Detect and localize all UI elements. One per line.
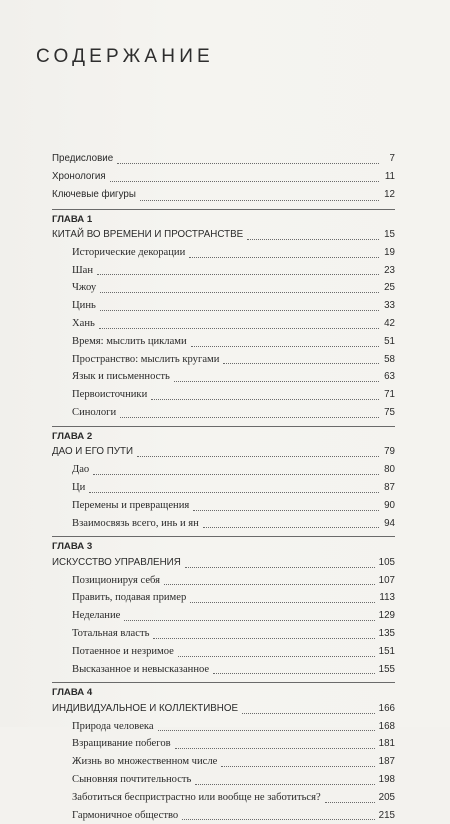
toc-entry-title: Исторические декорации	[72, 246, 186, 258]
toc-entry-title: ИНДИВИДУАЛЬНОЕ И КОЛЛЕКТИВНОЕ	[52, 702, 239, 714]
chapter-label: ГЛАВА 4	[52, 687, 93, 699]
dot-leader	[99, 327, 379, 329]
dot-leader	[110, 180, 379, 182]
toc-entry-title: Ци	[72, 481, 86, 493]
toc-subentry	[52, 479, 395, 497]
dot-leader	[140, 199, 379, 201]
dot-leader	[325, 801, 375, 803]
dot-leader	[158, 729, 375, 731]
toc-entry-title: Потаенное и незримое	[72, 645, 174, 657]
toc-entry-title: Хань	[72, 318, 95, 330]
toc-subentry	[52, 789, 395, 807]
toc-page-number: 79	[384, 446, 395, 458]
dot-leader	[247, 238, 379, 240]
chapter-title-row	[52, 554, 395, 572]
toc-page-number: 187	[378, 756, 395, 768]
toc-page-number: 51	[384, 335, 395, 347]
toc-subentry	[52, 279, 395, 297]
chapter-title-row	[52, 443, 395, 461]
toc-entry-title: КИТАЙ ВО ВРЕМЕНИ И ПРОСТРАНСТВЕ	[52, 229, 244, 241]
chapter-section	[52, 682, 395, 824]
toc-entry-title: Высказанное и невысказанное	[72, 663, 210, 675]
toc-page-number: 155	[378, 663, 395, 675]
toc-page-number: 33	[384, 300, 395, 312]
toc-entry-title: Перемены и превращения	[72, 499, 190, 511]
toc-page-number: 181	[378, 738, 395, 750]
table-of-contents	[52, 150, 395, 824]
toc-front-entry	[52, 186, 395, 204]
toc-entry-title: Синологи	[72, 407, 117, 419]
toc-entry-title: ДАО И ЕГО ПУТИ	[52, 446, 133, 458]
toc-page-number: 42	[384, 318, 395, 330]
dot-leader	[174, 380, 379, 382]
dot-leader	[213, 672, 375, 674]
chapter-title-row	[52, 226, 395, 244]
toc-page-number: 23	[384, 264, 395, 276]
dot-leader	[120, 416, 379, 418]
toc-subentry	[52, 368, 395, 386]
toc-page-number: 215	[378, 809, 395, 821]
toc-page-number: 168	[378, 720, 395, 732]
toc-entry-title: Неделание	[72, 610, 121, 622]
toc-page-number: 7	[389, 153, 395, 164]
toc-entry-title: Заботиться беспристрастно или вообще не заботиться?	[72, 791, 321, 803]
dot-leader	[185, 566, 375, 568]
toc-page-number: 151	[378, 645, 395, 657]
chapter-label: ГЛАВА 2	[52, 430, 93, 442]
toc-page-number: 11	[384, 171, 395, 183]
toc-page-number: 205	[378, 791, 395, 803]
dot-leader	[89, 491, 379, 493]
toc-subentry	[52, 297, 395, 315]
toc-subentry	[52, 515, 395, 533]
toc-entry-title: Дао	[72, 464, 90, 476]
toc-page-number: 58	[384, 353, 395, 365]
dot-leader	[178, 655, 375, 657]
chapter-title-row	[52, 700, 395, 718]
toc-entry-title: Предисловие	[52, 153, 114, 164]
dot-leader	[193, 509, 379, 511]
toc-entry-title: Гармоничное общество	[72, 809, 179, 821]
toc-entry-title: ИСКУССТВО УПРАВЛЕНИЯ	[52, 556, 181, 568]
dot-leader	[137, 455, 379, 457]
toc-page-number: 71	[384, 389, 395, 401]
toc-front-entry	[52, 150, 395, 168]
page-title: СОДЕРЖАНИЕ	[36, 46, 214, 67]
chapter-section	[52, 209, 395, 422]
toc-page-number: 135	[378, 628, 395, 639]
toc-subentry	[52, 807, 395, 824]
dot-leader	[182, 818, 374, 820]
toc-page-number: 75	[384, 407, 395, 419]
toc-entry-title: Шан	[72, 264, 94, 276]
toc-page-number: 15	[384, 229, 395, 241]
toc-subentry	[52, 753, 395, 771]
toc-page-number: 94	[384, 517, 395, 529]
dot-leader	[195, 783, 374, 785]
toc-page-number: 107	[378, 574, 395, 586]
dot-leader	[203, 526, 379, 528]
toc-page-number: 80	[384, 464, 395, 476]
toc-page-number: 25	[384, 282, 395, 294]
toc-entry-title: Природа человека	[72, 720, 154, 732]
dot-leader	[124, 619, 374, 621]
toc-page-number: 87	[384, 481, 395, 493]
toc-entry-title: Цинь	[72, 300, 96, 312]
toc-subentry	[52, 572, 395, 590]
toc-subentry	[52, 315, 395, 333]
toc-entry-title: Взращивание побегов	[72, 738, 171, 750]
chapter-label: ГЛАВА 3	[52, 541, 93, 553]
toc-subentry	[52, 589, 395, 607]
toc-subentry	[52, 643, 395, 661]
toc-entry-title: Первоисточники	[72, 389, 148, 401]
toc-entry-title: Сыновняя почтительность	[72, 774, 192, 786]
dot-leader	[223, 362, 379, 364]
dot-leader	[100, 291, 379, 293]
dot-leader	[151, 398, 379, 400]
toc-subentry	[52, 351, 395, 369]
toc-front-entry	[52, 168, 395, 186]
toc-subentry	[52, 771, 395, 789]
chapter-section	[52, 426, 395, 532]
toc-entry-title: Взаимосвязь всего, инь и ян	[72, 517, 199, 529]
toc-entry-title: Позиционируя себя	[72, 574, 161, 586]
toc-subentry	[52, 607, 395, 625]
toc-page-number: 90	[384, 499, 395, 511]
dot-leader	[221, 765, 374, 767]
toc-subentry	[52, 497, 395, 515]
toc-subentry	[52, 661, 395, 679]
toc-subentry	[52, 735, 395, 753]
dot-leader	[97, 273, 379, 275]
toc-subentry	[52, 244, 395, 262]
toc-entry-title: Язык и письменность	[72, 371, 170, 383]
toc-page-number: 19	[384, 246, 395, 258]
toc-subentry	[52, 404, 395, 422]
dot-leader	[153, 637, 374, 639]
toc-entry-title: Время: мыслить циклами	[72, 335, 187, 347]
toc-entry-title: Пространство: мыслить кругами	[72, 353, 220, 365]
dot-leader	[191, 345, 379, 347]
toc-page-number: 166	[378, 702, 395, 714]
dot-leader	[175, 747, 375, 749]
toc-entry-title: Чжоу	[72, 282, 97, 294]
dot-leader	[189, 256, 379, 258]
toc-entry-title: Хронология	[52, 171, 106, 183]
dot-leader	[190, 601, 375, 603]
toc-entry-title: Жизнь во множественном числе	[72, 756, 218, 768]
toc-entry-title: Ключевые фигуры	[52, 189, 136, 201]
dot-leader	[100, 309, 379, 311]
toc-page-number: 63	[384, 371, 395, 383]
toc-entry-title: Править, подавая пример	[72, 592, 187, 604]
toc-page-number: 105	[378, 556, 395, 568]
toc-page-number: 129	[378, 610, 395, 622]
toc-subentry	[52, 262, 395, 280]
dot-leader	[93, 473, 379, 475]
chapter-section	[52, 536, 395, 678]
toc-subentry	[52, 386, 395, 404]
chapter-label: ГЛАВА 1	[52, 213, 93, 225]
toc-page-number: 113	[379, 592, 395, 604]
toc-page-number: 12	[384, 189, 395, 201]
toc-subentry	[52, 333, 395, 351]
dot-leader	[117, 162, 379, 164]
toc-subentry	[52, 461, 395, 479]
toc-page-number: 198	[378, 774, 395, 786]
toc-subentry	[52, 625, 395, 643]
dot-leader	[164, 583, 375, 585]
dot-leader	[242, 712, 375, 714]
toc-entry-title: Тотальная власть	[72, 628, 150, 639]
